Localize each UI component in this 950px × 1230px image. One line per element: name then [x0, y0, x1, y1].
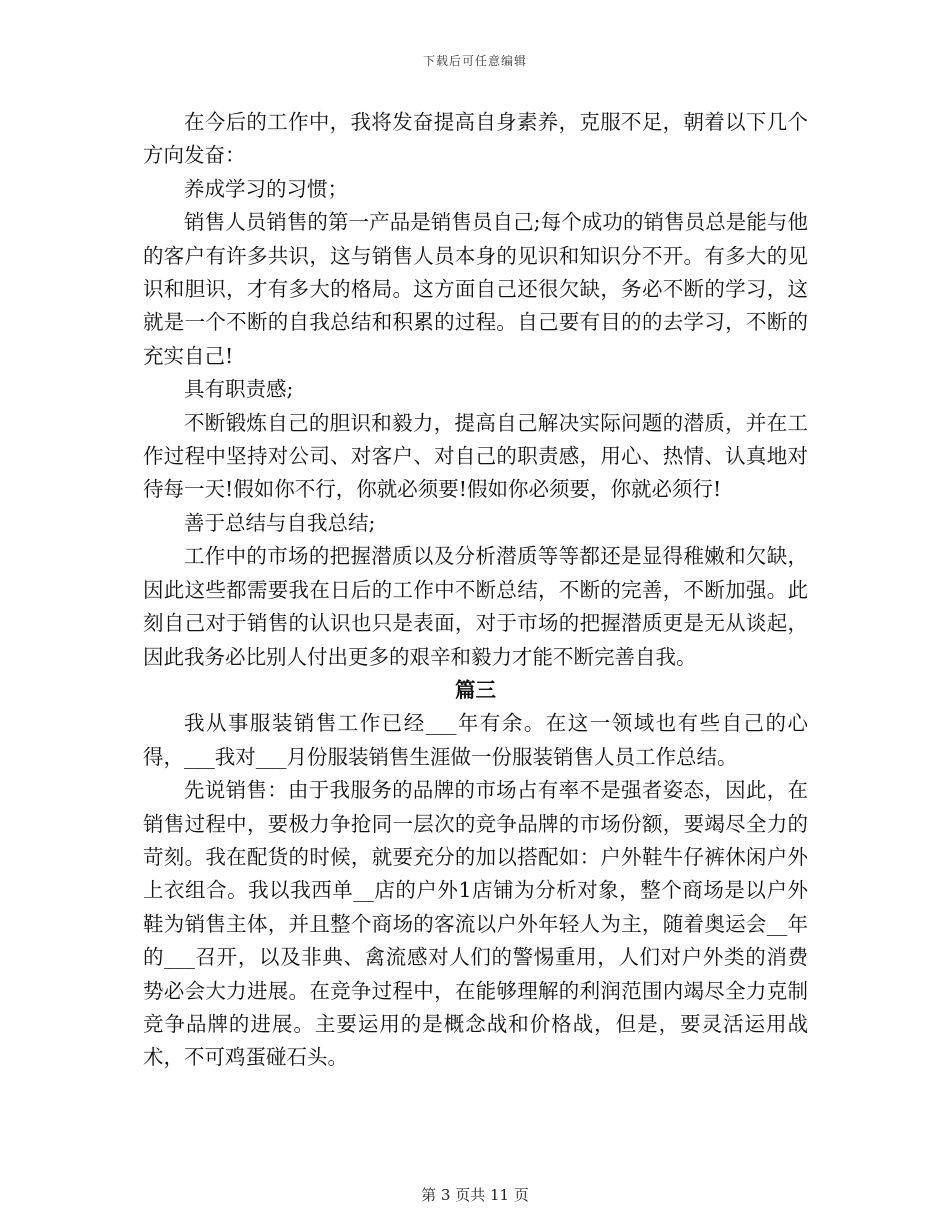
paragraph-section-sales: 先说销售：由于我服务的品牌的市场占有率不是强者姿态，因此，在销售过程中，要极力争抢同一层次的竞争品牌的市场份额，要竭尽全力的苛刻。我在配货的时候，就要充分的加以搭配如：户外鞋牛仔裤休闲户外上衣组合。我以我西单__店的户外1店铺为分析对象，整个商场是以户外鞋为销售主体，并且整个商场的客流以户外年轻人为主，随着奥运会__年的___召开，以及非典、禽流感对人们的警惕重用，人们对户外类的消费势必会大力进展。在竞争过程中，在能够理解的利润范围内竭尽全力克制竞争品牌的进展。主要运用的是概念战和价格战，但是，要灵活运用战术，不可鸡蛋碰石头。: [143, 778, 808, 1070]
paragraph-responsibility-heading: 具有职责感;: [184, 377, 294, 402]
paragraph-responsibility: 不断锻炼自己的胆识和毅力，提高自己解决实际问题的潜质，并在工作过程中坚持对公司、对客户、对自己的职责感，用心、热情、认真地对待每一天!假如你不行，你就必须要!假如你必须要，你就必须行!: [143, 410, 808, 502]
page-footer: 第 3 页共 11 页: [421, 1186, 529, 1204]
paragraph-section-intro: 我从事服装销售工作已经___年有余。在这一领域也有些自己的心得，___我对___月份服装销售生涯做一份服装销售人员工作总结。: [143, 711, 808, 769]
section-title: 篇三: [455, 677, 496, 702]
paragraph-summary: 工作中的市场的把握潜质以及分析潜质等等都还是显得稚嫩和欠缺，因此这些都需要我在日后的工作中不断总结，不断的完善，不断加强。此刻自己对于销售的认识也只是表面，对于市场的把握潜质更是无从谈起，因此我务必比别人付出更多的艰辛和毅力才能不断完善自我。: [143, 544, 808, 669]
page-header: 下载后可任意编辑: [422, 54, 527, 68]
paragraph-summary-heading: 善于总结与自我总结;: [184, 510, 376, 535]
document-body: [143, 106, 808, 1075]
paragraph-intro: 在今后的工作中，我将发奋提高自身素养，克服不足，朝着以下几个方向发奋：: [143, 110, 808, 168]
paragraph-learning-habit-heading: 养成学习的习惯；: [184, 176, 348, 201]
paragraph-learning-habit: 销售人员销售的第一产品是销售员自己;每个成功的销售员总是能与他的客户有许多共识，这与销售人员本身的见识和知识分不开。有多大的见识和胆识，才有多大的格局。这方面自己还很欠缺，务必不断的学习，这就是一个不断的自我总结和积累的过程。自己要有目的的去学习，不断的充实自己!: [143, 210, 808, 368]
